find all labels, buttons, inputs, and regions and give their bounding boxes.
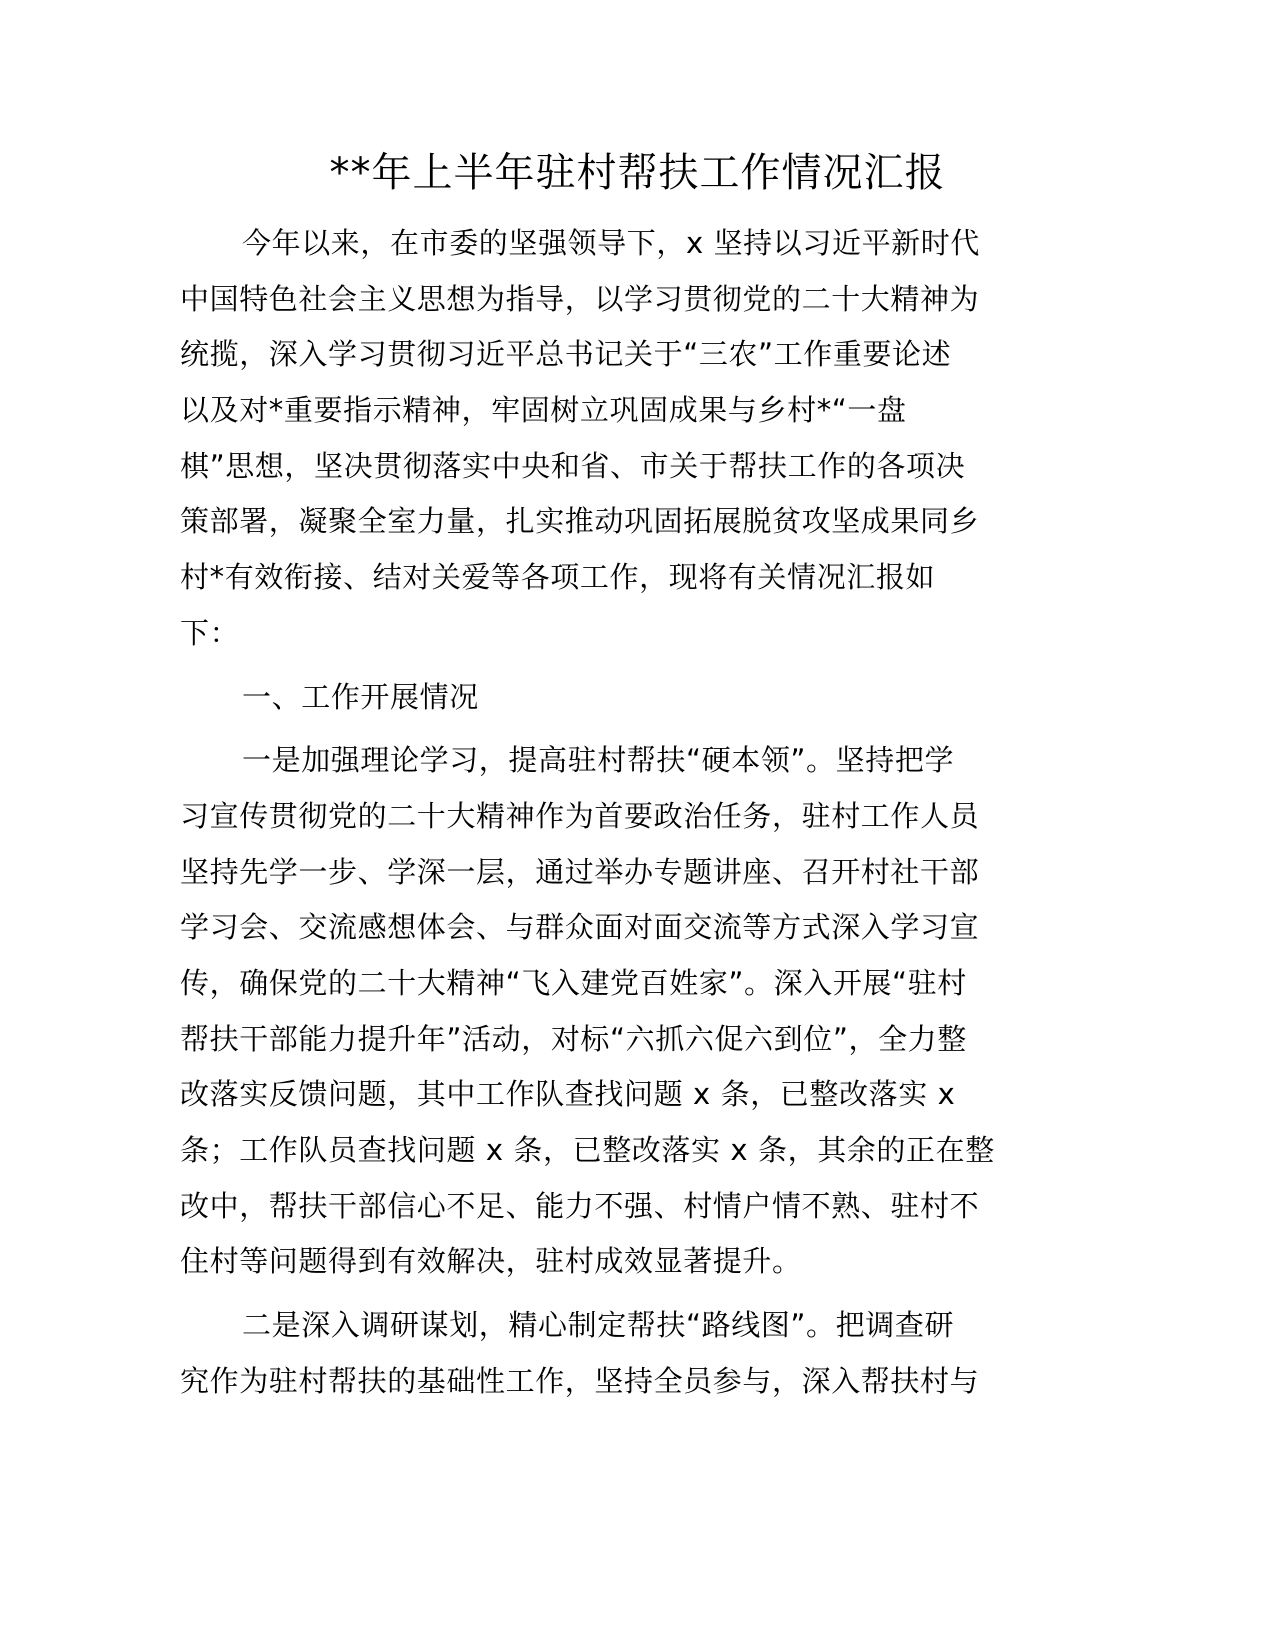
intro-paragraph <box>180 216 1040 662</box>
heading-line: 一、工作开展情况 <box>242 679 479 714</box>
text-line: 策部署，凝聚全室力量，扎实推动巩固拓展脱贫攻坚成果同乡 <box>180 504 980 539</box>
text-line: 改中，帮扶干部信心不足、能力不强、村情户情不熟、驻村不 <box>180 1188 980 1223</box>
text-line: 村*有效衔接、结对关爱等各项工作，现将有关情况汇报如 <box>180 560 936 595</box>
text-line: 改落实反馈问题，其中工作队查找问题 x 条，已整改落实 x <box>180 1077 956 1112</box>
text-line: 习宣传贯彻党的二十大精神作为首要政治任务，驻村工作人员 <box>180 798 980 833</box>
text-line: 今年以来，在市委的坚强领导下，x 坚持以习近平新时代 <box>242 226 980 260</box>
text-line: 棋”思想，坚决贯彻落实中央和省、市关于帮扶工作的各项决 <box>180 448 966 483</box>
text-line: 学习会、交流感想体会、与群众面对面交流等方式深入学习宣 <box>180 910 980 945</box>
body-paragraph-2 <box>180 1298 1040 1409</box>
section-heading <box>180 670 1040 726</box>
text-line: 一是加强理论学习，提高驻村帮扶“硬本领”。坚持把学 <box>242 743 955 778</box>
body-paragraph-1 <box>180 733 1040 1290</box>
text-line: 传，确保党的二十大精神“飞入建党百姓家”。深入开展“驻村 <box>180 965 967 1000</box>
text-line: 以及对*重要指示精神，牢固树立巩固成果与乡村*“一盘 <box>180 393 907 428</box>
text-line: 住村等问题得到有效解决，驻村成效显著提升。 <box>180 1244 802 1279</box>
text-line: 统揽，深入学习贯彻习近平总书记关于“三农”工作重要论述 <box>180 337 952 372</box>
text-line: 中国特色社会主义思想为指导，以学习贯彻党的二十大精神为 <box>180 281 980 316</box>
text-line: 二是深入调研谋划，精心制定帮扶“路线图”。把调查研 <box>242 1308 955 1343</box>
text-line: 条；工作队员查找问题 x 条，已整改落实 x 条，其余的正在整 <box>180 1133 995 1167</box>
text-line: 坚持先学一步、学深一层，通过举办专题讲座、召开村社干部 <box>180 854 980 889</box>
document-body <box>180 216 1040 1409</box>
document-title: **年上半年驻村帮扶工作情况汇报 <box>329 150 946 196</box>
text-line: 帮扶干部能力提升年”活动，对标“六抓六促六到位”，全力整 <box>180 1021 967 1056</box>
text-line: 究作为驻村帮扶的基础性工作，坚持全员参与，深入帮扶村与 <box>180 1363 980 1398</box>
text-line: 下： <box>180 615 240 650</box>
